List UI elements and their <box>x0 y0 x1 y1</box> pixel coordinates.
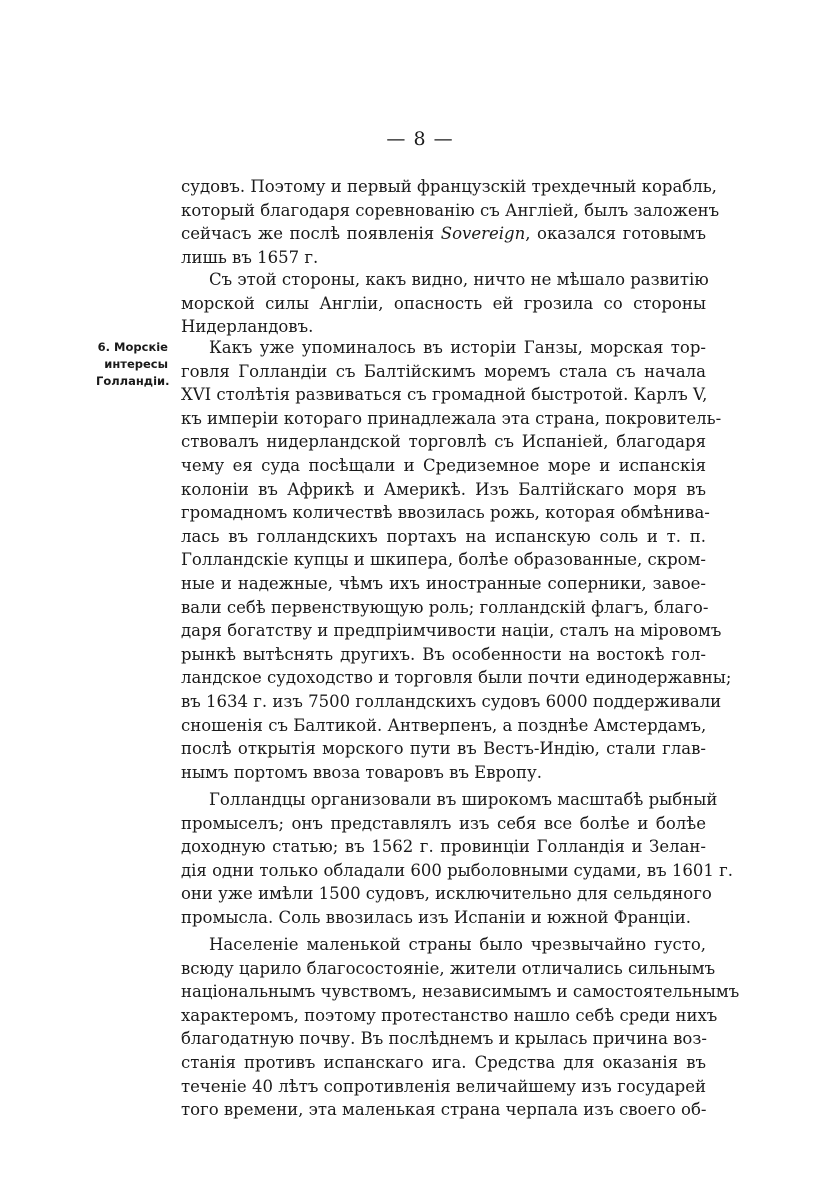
text-line: дія одни только обладали 600 рыболовными судами, въ 1601 г. <box>181 860 733 880</box>
text-line: теченіе 40 лѣтъ сопротивленія величайшему изъ государей <box>181 1076 706 1096</box>
text-line: XVI столѣтія развиваться съ громадной быстротой. Карлъ V, <box>181 385 708 405</box>
text-line: Какъ уже упоминалось въ исторіи Ганзы, морская тор- <box>209 338 706 357</box>
text-line-with-italic: сейчасъ же послѣ появленія Sovereign, оказался готовымъ <box>181 224 706 244</box>
text-line: всюду царило благосостояніе, жители отличались сильнымъ <box>181 958 716 978</box>
text-line: Голландскіе купцы и шкипера, болѣе образованные, скром- <box>181 550 706 570</box>
margin-note-line: интересы <box>104 357 168 371</box>
paragraph-dutch-trade <box>181 336 732 784</box>
text-line: Съ этой стороны, какъ видно, ничто не мѣшало развитію <box>209 270 709 289</box>
text-line: даря богатству и предпріимчивости націи, сталъ на міровомъ <box>181 621 722 641</box>
text-line: громадномъ количествѣ ввозилась рожь, которая обмѣнива- <box>181 503 710 523</box>
text-line: морской силы Англіи, опасность ей грозила со стороны <box>181 293 706 313</box>
text-line: въ 1634 г. изъ 7500 голландскихъ судовъ 6000 поддерживали <box>181 691 722 711</box>
text-line: станія противъ испанскаго ига. Средства для оказанія въ <box>181 1052 706 1072</box>
text-line: сношенія съ Балтикой. Антверпенъ, а позднѣе Амстердамъ, <box>181 715 707 735</box>
paragraph-fishing <box>181 788 733 930</box>
page-number: — 8 — <box>386 128 454 150</box>
text-line: характеромъ, поэтому протестанство нашло себѣ среди нихъ <box>181 1005 718 1025</box>
text-line: лишь въ 1657 г. <box>181 247 319 267</box>
text-line: промыселъ; онъ представлялъ изъ себя все болѣе и болѣе <box>181 813 706 833</box>
margin-note <box>96 339 168 390</box>
paragraph-population <box>181 933 740 1122</box>
text-line: послѣ открытія морского пути въ Вестъ-Индію, стали глав- <box>181 739 706 759</box>
text-line: Нидерландовъ. <box>181 317 314 337</box>
text-line: ные и надежные, чѣмъ ихъ иностранные соперники, завое- <box>181 573 706 593</box>
text-line: національнымъ чувствомъ, независимымъ и самостоятельнымъ <box>181 982 740 1002</box>
text-line: Населеніе маленькой страны было чрезвычайно густо, <box>209 935 706 954</box>
text-line: ствовалъ нидерландской торговлѣ съ Испаніей, благодаря <box>181 432 706 452</box>
text-line: Голландцы организовали въ широкомъ масштабѣ рыбный <box>209 790 718 809</box>
paragraph-continuation <box>181 175 720 269</box>
text-line: того времени, эта маленькая страна черпала изъ своего об- <box>181 1100 707 1120</box>
text-line: вали себѣ первенствующую роль; голландскій флагъ, благо- <box>181 597 709 617</box>
ship-name-italic: Sovereign <box>440 224 526 244</box>
margin-note-line: 6. Морскіе <box>97 340 168 354</box>
text-line: говля Голландіи съ Балтійскимъ моремъ стала съ начала <box>181 361 706 381</box>
text-line: судовъ. Поэтому и первый французскій трехдечный корабль, <box>181 177 717 196</box>
text-line: который благодаря соревнованію съ Англіей, былъ заложенъ <box>181 200 720 220</box>
text-line: благодатную почву. Въ послѣднемъ и крылась причина воз- <box>181 1029 707 1049</box>
text-line: къ имперіи котораго принадлежала эта страна, покровитель- <box>181 408 722 428</box>
text-line: они уже имѣли 1500 судовъ, исключительно для сельдяного <box>181 884 712 904</box>
text-line: рынкѣ вытѣснять другихъ. Въ особенности на востокѣ гол- <box>181 644 706 664</box>
text-line: лась въ голландскихъ портахъ на испанскую соль и т. п. <box>181 526 706 546</box>
paragraph-england <box>181 268 709 339</box>
text-line: доходную статью; въ 1562 г. провинціи Голландія и Зелан- <box>181 837 706 857</box>
text-line: колоніи въ Африкѣ и Америкѣ. Изъ Балтійскаго моря въ <box>181 479 706 499</box>
text-line: чему ея суда посѣщали и Средиземное море и испанскія <box>181 455 706 475</box>
text-line: нымъ портомъ ввоза товаровъ въ Европу. <box>181 762 542 782</box>
margin-note-line: Голландіи. <box>96 374 170 388</box>
text-line: ландское судоходство и торговля были почти единодержавны; <box>181 668 732 688</box>
text-line: промысла. Соль ввозилась изъ Испаніи и южной Франціи. <box>181 907 691 927</box>
